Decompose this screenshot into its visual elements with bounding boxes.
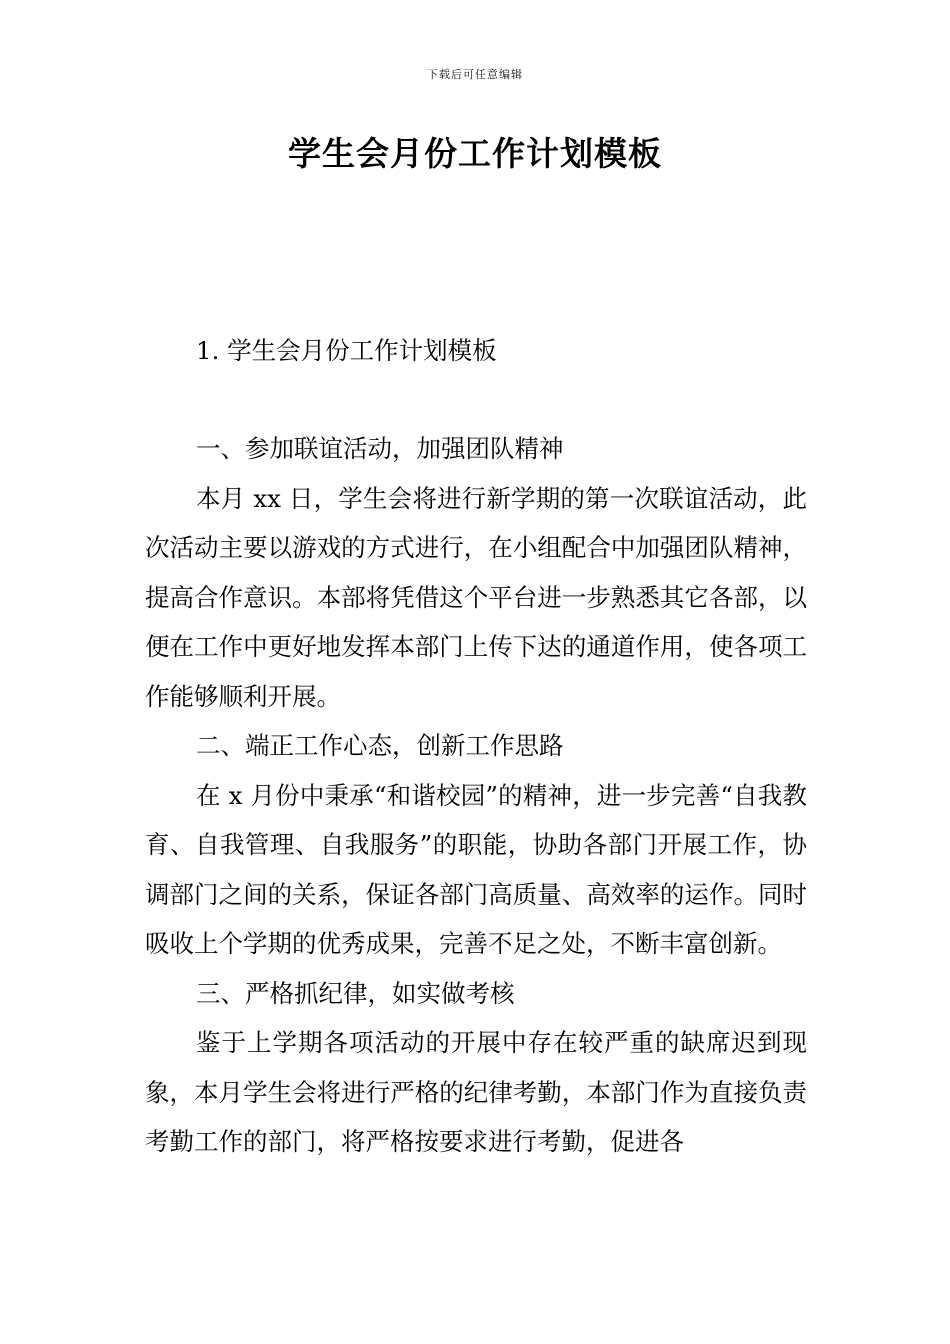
- section-subtitle: 1. 学生会月份工作计划模板: [196, 336, 497, 365]
- body-paragraph-1: 本月 xx 日，学生会将进行新学期的第一次联谊活动，此次活动主要以游戏的方式进行，在小组配合中加强团队精神，提高合作意识。本部将凭借这个平台进一步熟悉其它各部，以便在工作中更好地发挥本部门上传下达的通道作用，使各项工作能够顺利开展。: [145, 483, 807, 711]
- document-title: 学生会月份工作计划模板: [288, 134, 662, 173]
- document-body: [145, 424, 807, 1167]
- header-note: 下载后可任意编辑: [427, 68, 523, 81]
- body-paragraph-2: 在 x 月份中秉承“和谐校园”的精神，进一步完善“自我教育、自我管理、自我服务”的职能，协助各部门开展工作，协调部门之间的关系，保证各部门高质量、高效率的运作。同时吸收上个学期的优秀成果，完善不足之处，不断丰富创新。: [145, 780, 807, 958]
- section-heading-2: 二、端正工作心态，创新工作思路: [196, 731, 564, 760]
- section-heading-3: 三、严格抓纪律，如实做考核: [196, 978, 515, 1008]
- section-heading-1: 一、参加联谊活动，加强团队精神: [196, 434, 564, 463]
- body-paragraph-3: 鉴于上学期各项活动的开展中存在较严重的缺席迟到现象，本月学生会将进行严格的纪律考勤，本部门作为直接负责考勤工作的部门，将严格按要求进行考勤，促进各: [145, 1028, 807, 1156]
